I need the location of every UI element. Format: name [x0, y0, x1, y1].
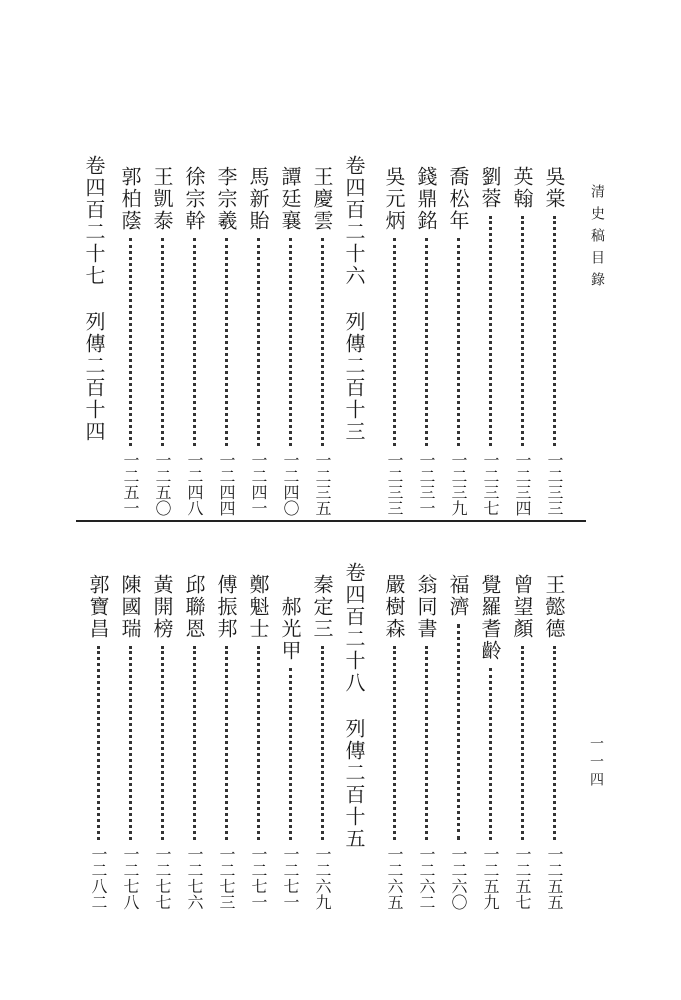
toc-entry [412, 166, 441, 516]
entry-name: 邱聯恩 [182, 574, 206, 640]
entry-page: 一二三一 [417, 452, 436, 516]
toc-entry [308, 166, 337, 516]
entry-page: 一二三四 [513, 452, 532, 516]
entry-page: 一二五一 [121, 452, 140, 516]
toc-entry [380, 166, 409, 516]
entry-name: 黃開榜 [150, 574, 174, 640]
leader-dots [321, 238, 324, 446]
leader-dots [425, 238, 428, 446]
toc-entry [476, 574, 505, 910]
toc-entry [508, 166, 537, 516]
entry-name: 郭柏蔭 [118, 166, 142, 232]
entry-name: 曾望顏 [510, 574, 534, 640]
entry-name: 譚廷襄 [278, 166, 302, 232]
leader-dots [129, 238, 132, 446]
toc-entry [276, 596, 305, 910]
leader-dots [457, 238, 460, 446]
liezhuan-number: 列傳二百十五 [342, 718, 366, 850]
entry-page: 一二五五 [545, 846, 564, 910]
entry-page: 一二七一 [281, 846, 300, 910]
leader-dots [289, 238, 292, 446]
toc-entry [444, 166, 473, 516]
entry-page: 一二六〇 [449, 846, 468, 910]
entry-page: 一二四〇 [281, 452, 300, 516]
liezhuan-number: 列傳二百十三 [342, 311, 366, 443]
entry-page: 一二七一 [249, 846, 268, 910]
entry-name: 王凱泰 [150, 166, 174, 232]
toc-entry [508, 574, 537, 910]
entry-name: 喬松年 [446, 166, 470, 232]
entry-name: 傅振邦 [214, 574, 238, 640]
leader-dots [193, 646, 196, 840]
toc-entry [276, 166, 305, 516]
leader-dots [553, 216, 556, 446]
toc-entry [212, 574, 241, 910]
section-divider [76, 520, 586, 522]
entry-name: 嚴樹森 [382, 574, 406, 640]
toc-entry [180, 166, 209, 516]
entry-name: 英翰 [510, 166, 534, 210]
toc-entry [380, 574, 409, 910]
book-title: 清史稿目錄 [589, 184, 605, 294]
entry-name: 鄭魁士 [246, 574, 270, 640]
toc-entry [308, 574, 337, 910]
entry-name: 陳國瑞 [118, 574, 142, 640]
toc-entry [412, 574, 441, 910]
entry-page: 一二五〇 [153, 452, 172, 516]
entry-name: 郭寶昌 [86, 574, 110, 640]
toc-entry [84, 574, 113, 910]
leader-dots [225, 238, 228, 446]
entry-page: 一二四八 [185, 452, 204, 516]
toc-entry [180, 574, 209, 910]
toc-entry [148, 166, 177, 516]
juan-heading [340, 562, 369, 850]
entry-name: 王慶雲 [310, 166, 334, 232]
toc-entry [476, 166, 505, 516]
toc-entry [444, 574, 473, 910]
entry-page: 一二七六 [185, 846, 204, 910]
leader-dots [225, 646, 228, 840]
toc-entry [116, 166, 145, 516]
toc-entry [540, 574, 569, 910]
leader-dots [257, 646, 260, 840]
entry-page: 一二三五 [313, 452, 332, 516]
leader-dots [289, 668, 292, 840]
leader-dots [97, 646, 100, 840]
juan-number: 卷四百二十七 [82, 155, 106, 287]
leader-dots [193, 238, 196, 446]
entry-name: 吳棠 [542, 166, 566, 210]
toc-entry [212, 166, 241, 516]
juan-heading [340, 155, 369, 443]
leader-dots [161, 646, 164, 840]
leader-dots [521, 216, 524, 446]
entry-page: 一二三三 [385, 452, 404, 516]
toc-entry [540, 166, 569, 516]
entry-name: 翁同書 [414, 574, 438, 640]
toc-entry [244, 574, 273, 910]
leader-dots [257, 238, 260, 446]
juan-number: 卷四百二十六 [342, 155, 366, 287]
entry-page: 一二七七 [153, 846, 172, 910]
leader-dots [489, 216, 492, 446]
entry-name: 福濟 [446, 574, 470, 618]
entry-page: 一二八二 [89, 846, 108, 910]
entry-page: 一二六五 [385, 846, 404, 910]
entry-name: 王懿德 [542, 574, 566, 640]
entry-page: 一二五九 [481, 846, 500, 910]
page-number: 一一四 [588, 736, 604, 790]
entry-name: 馬新貽 [246, 166, 270, 232]
entry-name: 錢鼎銘 [414, 166, 438, 232]
leader-dots [521, 646, 524, 840]
entry-page: 一二三三 [545, 452, 564, 516]
entry-page: 一二三七 [481, 452, 500, 516]
leader-dots [393, 238, 396, 446]
entry-name: 吳元炳 [382, 166, 406, 232]
entry-name: 劉蓉 [478, 166, 502, 210]
entry-page: 一二六九 [313, 846, 332, 910]
entry-name: 覺羅耆齡 [478, 574, 502, 662]
juan-number: 卷四百二十八 [342, 562, 366, 694]
entry-page: 一二四一 [249, 452, 268, 516]
entry-name: 郝光甲 [278, 596, 302, 662]
leader-dots [489, 668, 492, 840]
leader-dots [553, 646, 556, 840]
leader-dots [321, 646, 324, 840]
leader-dots [129, 646, 132, 840]
leader-dots [393, 646, 396, 840]
entry-name: 徐宗幹 [182, 166, 206, 232]
toc-entry [116, 574, 145, 910]
entry-name: 秦定三 [310, 574, 334, 640]
toc-entry [148, 574, 177, 910]
entry-page: 一二七八 [121, 846, 140, 910]
leader-dots [457, 624, 460, 840]
liezhuan-number: 列傳二百十四 [82, 311, 106, 443]
entry-page: 一二七三 [217, 846, 236, 910]
entry-name: 李宗羲 [214, 166, 238, 232]
toc-entry [244, 166, 273, 516]
leader-dots [161, 238, 164, 446]
leader-dots [425, 646, 428, 840]
entry-page: 一二四四 [217, 452, 236, 516]
entry-page: 一二三九 [449, 452, 468, 516]
entry-page: 一二五七 [513, 846, 532, 910]
entry-page: 一二六二 [417, 846, 436, 910]
juan-heading [80, 155, 109, 443]
